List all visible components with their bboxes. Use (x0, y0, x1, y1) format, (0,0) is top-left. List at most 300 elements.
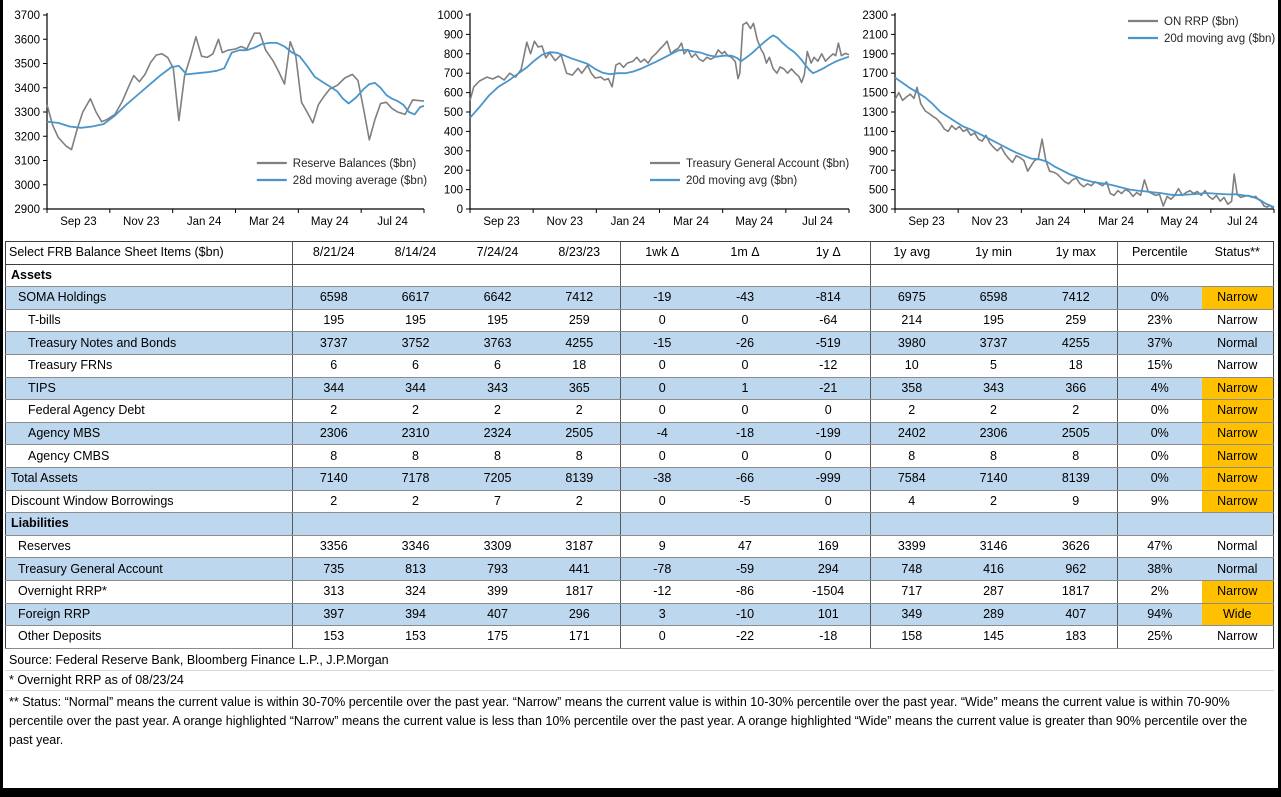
table-body (6, 264, 1274, 648)
cell-value: 4% (1118, 377, 1202, 400)
cell-value: 397 (293, 603, 375, 626)
x-axis-tick-label: May 24 (735, 216, 774, 228)
row-label: Federal Agency Debt (6, 400, 293, 423)
row-label: Treasury General Account (6, 558, 293, 581)
cell-value: 6 (375, 354, 457, 377)
cell-value: 399 (457, 580, 539, 603)
cell-value: -64 (787, 309, 871, 332)
chart-svg (857, 5, 1280, 237)
footnote-overnight-rrp: * Overnight RRP as of 08/23/24 (5, 671, 1274, 691)
cell-value: 2 (375, 490, 457, 513)
series-line (895, 87, 1274, 207)
cell-value (1035, 264, 1118, 287)
cell-value (375, 513, 457, 536)
legend-label: 20d moving avg ($bn) (1164, 33, 1276, 45)
cell-value: 6617 (375, 287, 457, 310)
cell-value: 313 (293, 580, 375, 603)
row-label: Reserves (6, 535, 293, 558)
cell-value: 175 (457, 626, 539, 649)
row-label: Treasury Notes and Bonds (6, 332, 293, 355)
cell-value: 0 (621, 626, 704, 649)
cell-value: -38 (621, 467, 704, 490)
y-axis-tick-label: 3500 (14, 58, 40, 71)
y-axis-tick-label: 500 (443, 107, 463, 119)
table-row (6, 309, 1274, 332)
cell-value: 0 (621, 309, 704, 332)
cell-value: -43 (704, 287, 787, 310)
row-label: SOMA Holdings (6, 287, 293, 310)
cell-value: -66 (704, 467, 787, 490)
cell-value: -519 (787, 332, 871, 355)
y-axis-tick-label: 100 (443, 184, 463, 197)
y-axis-tick-label: 3400 (14, 82, 40, 95)
legend-label: Reserve Balances ($bn) (292, 158, 417, 170)
cell-value: 2306 (293, 422, 375, 445)
cell-value: 2402 (871, 422, 953, 445)
cell-value: 171 (539, 626, 621, 649)
status-badge: Wide (1202, 603, 1274, 626)
cell-value: 962 (1035, 558, 1118, 581)
status-badge: Normal (1202, 558, 1274, 581)
cell-value: 748 (871, 558, 953, 581)
cell-value: -814 (787, 287, 871, 310)
x-axis-tick-label: Sep 23 (60, 216, 97, 228)
cell-value: 366 (1035, 377, 1118, 400)
cell-value: 717 (871, 580, 953, 603)
cell-value: -86 (704, 580, 787, 603)
cell-value (871, 264, 953, 287)
x-axis-tick-label: Sep 23 (483, 216, 520, 228)
y-axis-tick-label: 600 (443, 87, 463, 100)
cell-value: 2 (539, 490, 621, 513)
cell-value: 8139 (539, 467, 621, 490)
cell-value: 2 (457, 400, 539, 423)
cell-value: 7205 (457, 467, 539, 490)
table-row (6, 580, 1274, 603)
cell-value: 1 (704, 377, 787, 400)
cell-value: 7 (457, 490, 539, 513)
cell-value: 23% (1118, 309, 1202, 332)
cell-value: 3626 (1035, 535, 1118, 558)
cell-value (787, 264, 871, 287)
x-axis-tick-label: Jan 24 (610, 216, 646, 228)
cell-value: 195 (293, 309, 375, 332)
cell-value: 343 (457, 377, 539, 400)
cell-value: 2310 (375, 422, 457, 445)
y-axis-tick-label: 0 (456, 204, 463, 216)
cell-value: 94% (1118, 603, 1202, 626)
table-row (6, 354, 1274, 377)
cell-value: 7140 (293, 467, 375, 490)
cell-value: 158 (871, 626, 953, 649)
cell-value: 18 (539, 354, 621, 377)
status-badge: Narrow (1202, 580, 1274, 603)
cell-value: 25% (1118, 626, 1202, 649)
row-label: TIPS (6, 377, 293, 400)
cell-value: 1817 (1035, 580, 1118, 603)
cell-value: -4 (621, 422, 704, 445)
row-label: T-bills (6, 309, 293, 332)
on-rrp-chart (857, 5, 1280, 237)
cell-value: 3763 (457, 332, 539, 355)
cell-value: -19 (621, 287, 704, 310)
cell-value: 183 (1035, 626, 1118, 649)
cell-value: 4 (871, 490, 953, 513)
cell-value: 3737 (953, 332, 1035, 355)
cell-value: 8 (539, 445, 621, 468)
cell-value: 7140 (953, 467, 1035, 490)
table-row (6, 626, 1274, 649)
cell-value: 0 (704, 445, 787, 468)
cell-value: 47 (704, 535, 787, 558)
y-axis-tick-label: 3700 (14, 10, 40, 22)
cell-value: 7412 (539, 287, 621, 310)
cell-value: 8 (1035, 445, 1118, 468)
table-row (6, 377, 1274, 400)
cell-value (871, 513, 953, 536)
cell-value (1118, 513, 1202, 536)
cell-value: 8 (293, 445, 375, 468)
cell-value: 15% (1118, 354, 1202, 377)
cell-value (539, 513, 621, 536)
y-axis-tick-label: 1700 (862, 68, 888, 81)
table-header-row (6, 242, 1274, 265)
cell-value (457, 264, 539, 287)
cell-value: -12 (787, 354, 871, 377)
cell-value: 9 (1035, 490, 1118, 513)
cell-value: 287 (953, 580, 1035, 603)
cell-value: 0 (621, 490, 704, 513)
cell-value: -26 (704, 332, 787, 355)
cell-value: 3980 (871, 332, 953, 355)
cell-value (621, 264, 704, 287)
column-header: 1y Δ (787, 242, 871, 265)
cell-value: -1504 (787, 580, 871, 603)
y-axis-tick-label: 1500 (862, 87, 888, 100)
cell-value (539, 264, 621, 287)
cell-value: 5 (953, 354, 1035, 377)
section-row (6, 264, 1274, 287)
y-axis-tick-label: 1900 (862, 48, 888, 61)
x-axis-tick-label: Jul 24 (1227, 216, 1258, 228)
cell-value: 6 (293, 354, 375, 377)
cell-value (704, 513, 787, 536)
cell-value: 3309 (457, 535, 539, 558)
cell-value: 0% (1118, 400, 1202, 423)
table-header (6, 242, 1274, 265)
cell-value (704, 264, 787, 287)
status-badge: Narrow (1202, 445, 1274, 468)
cell-value: 3187 (539, 535, 621, 558)
table-row (6, 445, 1274, 468)
cell-value: 0 (621, 445, 704, 468)
cell-value: 735 (293, 558, 375, 581)
row-label: Treasury FRNs (6, 354, 293, 377)
status-badge: Narrow (1202, 309, 1274, 332)
row-label: Agency MBS (6, 422, 293, 445)
cell-value: 195 (375, 309, 457, 332)
cell-value: 344 (293, 377, 375, 400)
cell-value: -10 (704, 603, 787, 626)
cell-value: 0% (1118, 445, 1202, 468)
table-row (6, 490, 1274, 513)
x-axis-tick-label: Sep 23 (908, 216, 945, 228)
cell-value (953, 264, 1035, 287)
x-axis-tick-label: Jan 24 (1035, 216, 1071, 228)
row-label: Liabilities (6, 513, 293, 536)
cell-value: 324 (375, 580, 457, 603)
legend-label: Treasury General Account ($bn) (686, 158, 850, 170)
cell-value: -22 (704, 626, 787, 649)
cell-value: 289 (953, 603, 1035, 626)
row-label: Other Deposits (6, 626, 293, 649)
y-axis-tick-label: 900 (868, 145, 888, 158)
status-badge: Normal (1202, 535, 1274, 558)
cell-value: 2 (375, 400, 457, 423)
chart-svg (7, 5, 430, 237)
cell-value: 4255 (1035, 332, 1118, 355)
cell-value: 7178 (375, 467, 457, 490)
cell-value: 0 (787, 490, 871, 513)
x-axis-tick-label: Nov 23 (546, 216, 583, 228)
cell-value (1118, 264, 1202, 287)
y-axis-tick-label: 1000 (437, 10, 463, 22)
table-row (6, 287, 1274, 310)
cell-value: 38% (1118, 558, 1202, 581)
status-badge: Narrow (1202, 490, 1274, 513)
cell-value: 2505 (539, 422, 621, 445)
cell-value: 37% (1118, 332, 1202, 355)
footer (5, 651, 1274, 754)
y-axis-tick-label: 3100 (14, 155, 40, 168)
cell-value: 2 (1035, 400, 1118, 423)
cell-value (293, 513, 375, 536)
y-axis-tick-label: 800 (443, 48, 463, 61)
cell-value: 2 (293, 490, 375, 513)
cell-value: 2 (953, 400, 1035, 423)
cell-value: 47% (1118, 535, 1202, 558)
cell-value: 6598 (293, 287, 375, 310)
cell-value: -21 (787, 377, 871, 400)
cell-value: 153 (375, 626, 457, 649)
y-axis-tick-label: 300 (868, 204, 888, 216)
table-row (6, 558, 1274, 581)
y-axis-tick-label: 700 (443, 68, 463, 81)
cell-value: 259 (1035, 309, 1118, 332)
y-axis-tick-label: 3600 (14, 34, 40, 47)
y-axis-tick-label: 2100 (862, 29, 888, 42)
cell-value: 2306 (953, 422, 1035, 445)
table-row (6, 332, 1274, 355)
charts-row (3, 0, 1278, 237)
cell-value: 8 (871, 445, 953, 468)
cell-value: 169 (787, 535, 871, 558)
cell-value: 1817 (539, 580, 621, 603)
table-row (6, 422, 1274, 445)
x-axis-tick-label: Mar 24 (1098, 216, 1134, 228)
section-row (6, 513, 1274, 536)
cell-value: 0% (1118, 422, 1202, 445)
cell-value: -18 (787, 626, 871, 649)
cell-value: 153 (293, 626, 375, 649)
cell-value: 3356 (293, 535, 375, 558)
cell-value: 365 (539, 377, 621, 400)
cell-value (293, 264, 375, 287)
x-axis-tick-label: Jul 24 (377, 216, 408, 228)
column-header: 8/14/24 (375, 242, 457, 265)
cell-value: 214 (871, 309, 953, 332)
x-axis-tick-label: Jul 24 (802, 216, 833, 228)
row-label: Foreign RRP (6, 603, 293, 626)
cell-value: 8 (953, 445, 1035, 468)
balance-sheet-table (5, 241, 1274, 649)
cell-value: 294 (787, 558, 871, 581)
y-axis-tick-label: 3200 (14, 131, 40, 144)
status-badge: Narrow (1202, 354, 1274, 377)
cell-value: 3752 (375, 332, 457, 355)
treasury-general-account-chart (432, 5, 855, 237)
cell-value: 7584 (871, 467, 953, 490)
column-header: Status** (1202, 242, 1274, 265)
cell-value (621, 513, 704, 536)
cell-value: 3737 (293, 332, 375, 355)
cell-value (375, 264, 457, 287)
cell-value: 6975 (871, 287, 953, 310)
y-axis-tick-label: 1100 (863, 126, 888, 139)
cell-value: 8 (457, 445, 539, 468)
x-axis-tick-label: May 24 (310, 216, 349, 228)
cell-value: 358 (871, 377, 953, 400)
row-label: Agency CMBS (6, 445, 293, 468)
cell-value: 0 (621, 400, 704, 423)
cell-value: 6598 (953, 287, 1035, 310)
cell-value: 2505 (1035, 422, 1118, 445)
cell-value: 259 (539, 309, 621, 332)
row-label: Assets (6, 264, 293, 287)
x-axis-tick-label: Mar 24 (673, 216, 709, 228)
y-axis-tick-label: 200 (443, 165, 463, 178)
status-badge: Narrow (1202, 377, 1274, 400)
cell-value: 2% (1118, 580, 1202, 603)
row-label: Total Assets (6, 467, 293, 490)
cell-value: 0 (621, 377, 704, 400)
cell-value: 8 (375, 445, 457, 468)
x-axis-tick-label: May 24 (1160, 216, 1199, 228)
chart-svg (432, 5, 855, 237)
series-line (470, 22, 849, 100)
column-header: 8/21/24 (293, 242, 375, 265)
cell-value: 101 (787, 603, 871, 626)
cell-value: 2324 (457, 422, 539, 445)
legend-label: 20d moving avg ($bn) (686, 175, 798, 187)
status-badge: Narrow (1202, 287, 1274, 310)
reserve-balances-chart (7, 5, 430, 237)
cell-value: 3399 (871, 535, 953, 558)
y-axis-tick-label: 500 (868, 184, 888, 197)
x-axis-tick-label: Jan 24 (186, 216, 222, 228)
cell-value: 7412 (1035, 287, 1118, 310)
y-axis-tick-label: 2300 (862, 10, 888, 22)
cell-value: 0 (704, 400, 787, 423)
cell-value: 407 (457, 603, 539, 626)
cell-value: 2 (293, 400, 375, 423)
status-badge: Narrow (1202, 400, 1274, 423)
cell-value: 195 (457, 309, 539, 332)
cell-value: 4255 (539, 332, 621, 355)
y-axis-tick-label: 900 (443, 29, 463, 42)
cell-value: -199 (787, 422, 871, 445)
cell-value: 10 (871, 354, 953, 377)
cell-value: 18 (1035, 354, 1118, 377)
cell-value: -15 (621, 332, 704, 355)
series-line (895, 78, 1274, 208)
footnote-status-definitions: ** Status: “Normal” means the current value is within 30-70% percentile over the past year. “Narrow” means the current value is within 10-30% percentile over the past year. “Wide” means the current value is within 70-90% percentile over the past year. A orange highlighted “Narrow” means the current value is less than 10% percentile over the past year. A orange highlighted “Wide” means the current value is greater than 90% percentile over the past year. (9, 694, 1248, 748)
table-row (6, 467, 1274, 490)
cell-value: 0% (1118, 467, 1202, 490)
cell-value: 195 (953, 309, 1035, 332)
table-row (6, 603, 1274, 626)
source-note: Source: Federal Reserve Bank, Bloomberg Finance L.P., J.P.Morgan (5, 651, 1274, 671)
cell-value: 3346 (375, 535, 457, 558)
cell-value: 0 (787, 445, 871, 468)
y-axis-tick-label: 1300 (862, 107, 888, 119)
cell-value: -18 (704, 422, 787, 445)
legend-label: 28d moving average ($bn) (292, 175, 428, 187)
column-header: 1m Δ (704, 242, 787, 265)
cell-value: 2 (953, 490, 1035, 513)
cell-value: 349 (871, 603, 953, 626)
y-axis-tick-label: 300 (443, 145, 463, 158)
cell-value (787, 513, 871, 536)
column-header: 1y avg (871, 242, 953, 265)
status-badge: Normal (1202, 332, 1274, 355)
cell-value: 343 (953, 377, 1035, 400)
cell-value: 0 (621, 354, 704, 377)
cell-value: 344 (375, 377, 457, 400)
cell-value (1035, 513, 1118, 536)
column-header: 8/23/23 (539, 242, 621, 265)
status-badge (1202, 264, 1274, 287)
cell-value: 9 (621, 535, 704, 558)
status-badge: Narrow (1202, 422, 1274, 445)
column-header: Percentile (1118, 242, 1202, 265)
cell-value: 2 (539, 400, 621, 423)
table-row (6, 535, 1274, 558)
cell-value: -59 (704, 558, 787, 581)
cell-value: -999 (787, 467, 871, 490)
column-header: 7/24/24 (457, 242, 539, 265)
cell-value: 0 (704, 309, 787, 332)
series-line (470, 35, 849, 117)
x-axis-tick-label: Mar 24 (249, 216, 285, 228)
status-badge: Narrow (1202, 626, 1274, 649)
cell-value: 3146 (953, 535, 1035, 558)
cell-value: 6642 (457, 287, 539, 310)
column-header: 1y min (953, 242, 1035, 265)
y-axis-tick-label: 700 (868, 165, 888, 178)
cell-value: 0 (787, 400, 871, 423)
series-line (47, 43, 424, 128)
column-header: 1wk Δ (621, 242, 704, 265)
row-label: Overnight RRP* (6, 580, 293, 603)
cell-value: 0% (1118, 287, 1202, 310)
column-header: 1y max (1035, 242, 1118, 265)
cell-value: 793 (457, 558, 539, 581)
cell-value: 2 (871, 400, 953, 423)
cell-value: 0 (704, 354, 787, 377)
cell-value: -12 (621, 580, 704, 603)
x-axis-tick-label: Nov 23 (123, 216, 160, 228)
